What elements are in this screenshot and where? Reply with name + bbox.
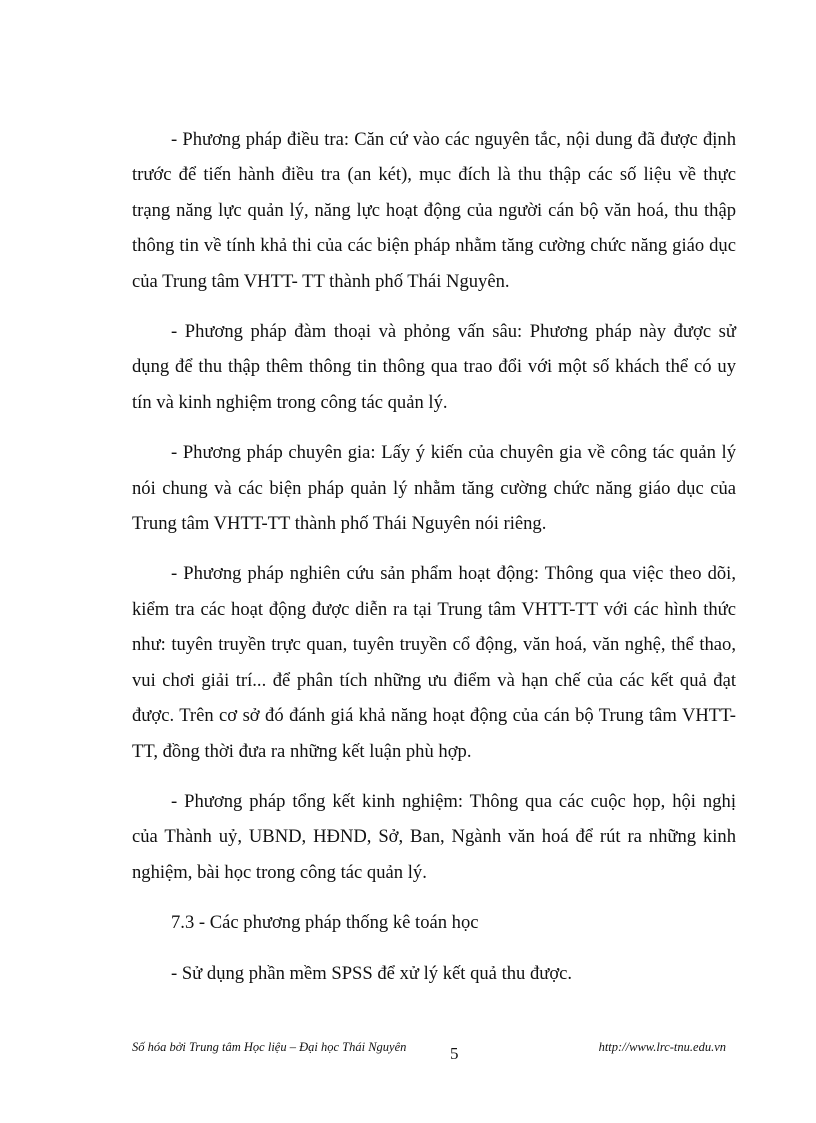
footer-url: http://www.lrc-tnu.edu.vn bbox=[598, 1040, 726, 1054]
page-number: 5 bbox=[450, 1044, 459, 1063]
paragraph-spss: - Sử dụng phần mềm SPSS để xử lý kết quả thu được. bbox=[171, 962, 573, 984]
footer-source-text: Số hóa bởi Trung tâm Học liệu – Đại học Thái Nguyên bbox=[132, 1040, 407, 1054]
paragraph-experience-summary-method: - Phương pháp tổng kết kinh nghiệm: Thông qua các cuộc họp, hội nghị của Thành uỷ, UBND, HĐND, Sở, Ban, Ngành văn hoá để rút ra những kinh nghiệm, bài học trong công tác quản lý. bbox=[132, 790, 736, 883]
paragraph-expert-method: - Phương pháp chuyên gia: Lấy ý kiến của chuyên gia về công tác quản lý nói chung và các biện pháp quản lý nhằm tăng cường chức năng giáo dục của Trung tâm VHTT-TT thành phố Thái Nguyên nói riêng. bbox=[132, 442, 736, 535]
page-footer bbox=[132, 1040, 736, 1080]
paragraph-survey-method: - Phương pháp điều tra: Căn cứ vào các nguyên tắc, nội dung đã được định trước để tiến hành điều tra (an két), mục đích là thu thập các số liệu về thực trạng năng lực quản lý, năng lực hoạt động của người cán bộ văn hoá, thu thập thông tin về tính khả thi của các biện pháp nhằm tăng cường chức năng giáo dục của Trung tâm VHTT- TT thành phố Thái Nguyên. bbox=[132, 129, 736, 292]
paragraph-interview-method: - Phương pháp đàm thoại và phỏng vấn sâu: Phương pháp này được sử dụng để thu thập thêm thông tin thông qua trao đổi với một số khách thể có uy tín và kinh nghiệm trong công tác quản lý. bbox=[132, 321, 736, 413]
section-heading: 7.3 - Các phương pháp thống kê toán học bbox=[171, 912, 479, 934]
document-body bbox=[132, 122, 736, 1006]
paragraph-product-study-method: - Phương pháp nghiên cứu sản phẩm hoạt động: Thông qua việc theo dõi, kiểm tra các hoạt động được diễn ra tại Trung tâm VHTT-TT với các hình thức như: tuyên truyền trực quan, tuyên truyền cổ động, văn hoá, văn nghệ, thể thao, vui chơi giải trí... để phân tích những ưu điểm và hạn chế của các kết quả đạt được. Trên cơ sở đó đánh giá khả năng hoạt động của cán bộ Trung tâm VHTT- TT, đồng thời đưa ra những kết luận phù hợp. bbox=[132, 563, 736, 762]
